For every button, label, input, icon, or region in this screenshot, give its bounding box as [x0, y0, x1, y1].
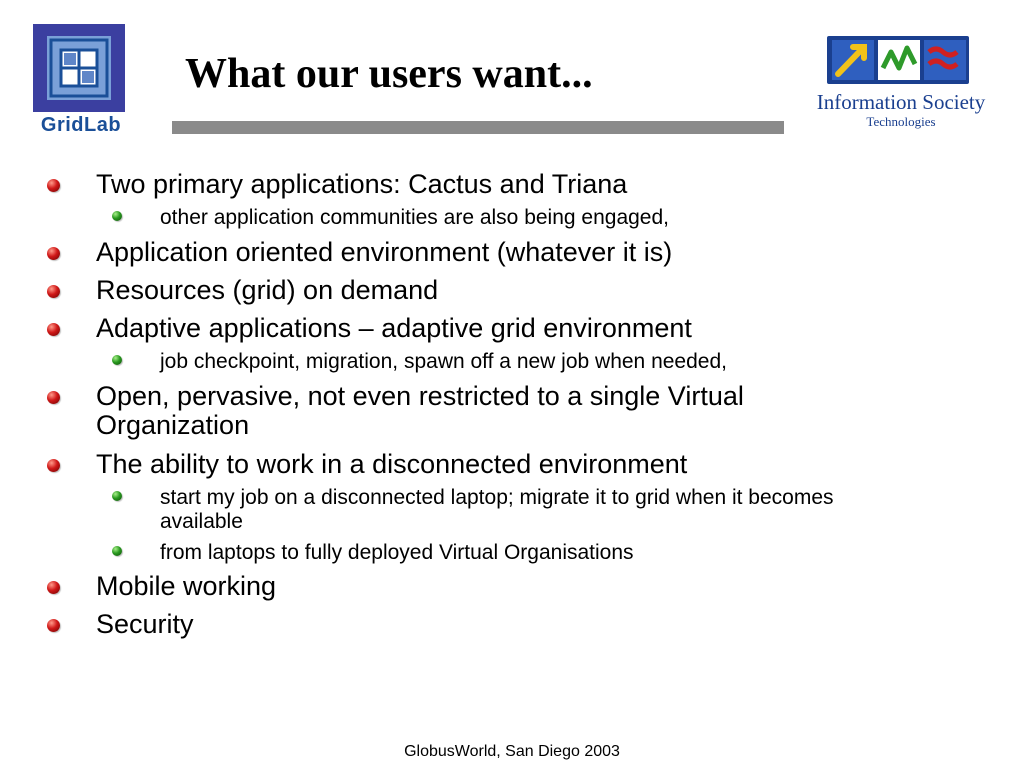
title-underline-bar — [172, 121, 784, 134]
bullet-dot-icon — [47, 323, 60, 336]
bullet-item: Open, pervasive, not even restricted to a single Virtual Organization — [96, 381, 744, 440]
bullet-item: Resources (grid) on demand — [96, 275, 439, 305]
slide-footer — [0, 743, 1024, 761]
sub-bullet-dot-icon — [112, 546, 122, 556]
gridlab-logo-text: GridLab — [40, 114, 122, 136]
ist-logo-name: Information Society — [816, 90, 986, 114]
ist-logo-subtitle: Technologies — [866, 114, 936, 129]
bullet-dot-icon — [47, 459, 60, 472]
bullet-item: Security — [96, 609, 194, 639]
sub-bullet-item: other application communities are also being engaged, — [160, 206, 669, 229]
sub-bullet-item: job checkpoint, migration, spawn off a new job when needed, — [160, 350, 727, 373]
gridlab-logo — [33, 24, 129, 139]
sub-bullet-dot-icon — [112, 211, 122, 221]
bullet-item: Mobile working — [96, 571, 277, 601]
sub-bullet-dot-icon — [112, 491, 122, 501]
sub-bullet-item: from laptops to fully deployed Virtual Organisations — [160, 541, 634, 564]
slide-title: What our users want... — [185, 51, 593, 97]
bullet-dot-icon — [47, 179, 60, 192]
bullet-item: Two primary applications: Cactus and Triana — [96, 169, 628, 199]
bullet-dot-icon — [47, 247, 60, 260]
bullet-item: Application oriented environment (whatever it is) — [96, 237, 673, 267]
bullet-item: The ability to work in a disconnected environment — [96, 449, 688, 479]
bullet-dot-icon — [47, 581, 60, 594]
ist-arrows-logo-icon — [805, 30, 997, 88]
bullet-dot-icon — [47, 619, 60, 632]
bullet-dot-icon — [47, 285, 60, 298]
sub-bullet-item: start my job on a disconnected laptop; migrate it to grid when it becomes available — [160, 486, 834, 533]
bullet-dot-icon — [47, 391, 60, 404]
grid-square-logo-icon — [33, 24, 129, 116]
bullet-item: Adaptive applications – adaptive grid environment — [96, 313, 692, 343]
ist-logo — [805, 30, 997, 130]
footer-text: GlobusWorld, San Diego 2003 — [404, 743, 620, 760]
sub-bullet-dot-icon — [112, 355, 122, 365]
